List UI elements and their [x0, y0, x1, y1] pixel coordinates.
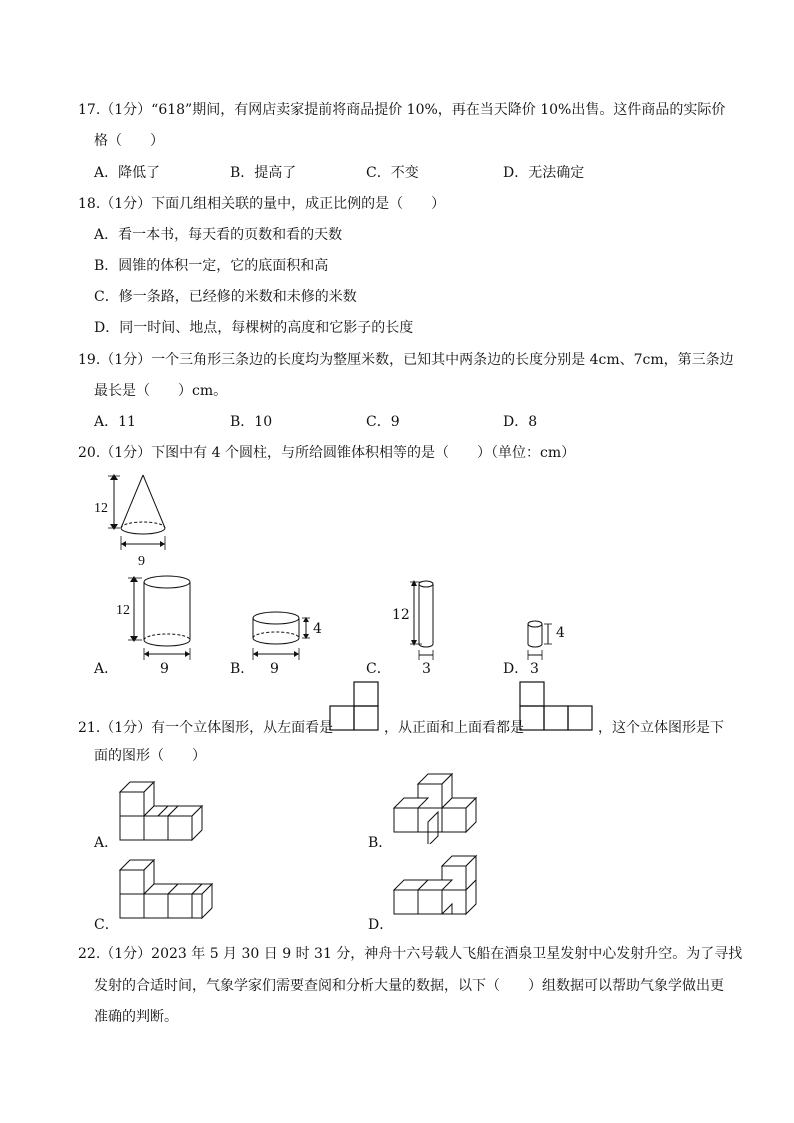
q20-stem: 20.（1分）下图中有 4 个圆柱，与所给圆锥体积相等的是（ ）（单位：cm） [78, 445, 576, 461]
q18-option-d: D．同一时间、地点，每棵树的高度和它影子的长度 [94, 320, 414, 336]
q21-option-a-figure [116, 778, 208, 850]
cylinder-c-height-label: 12 [392, 607, 410, 623]
q21-option-b-label: B． [368, 835, 393, 851]
q22-stem-line2: 发射的合适时间，气象学家们需要查阅和分析大量的数据，以下（ ）组数据可以帮助气象学做出更 [94, 978, 724, 994]
q17-option-d: D．无法确定 [503, 165, 585, 181]
q17-stem-line2: 格（ ） [94, 133, 164, 149]
cylinder-c-diameter-label: 3 [422, 661, 431, 677]
q19-option-c: C．9 [366, 414, 400, 430]
q21-left-view-figure [328, 680, 382, 732]
q21-option-b-figure [390, 772, 490, 844]
cylinder-b-option-label: B． [230, 661, 255, 677]
q21-stem-part1: 21.（1分）有一个立体图形，从左面看是 [78, 720, 334, 736]
q21-front-top-view-figure [518, 680, 596, 732]
q17-stem-line1: 17.（1分）“618”期间，有网店卖家提前将商品提价 10%，再在当天降价 10%出售。这件商品的实际价 [78, 102, 726, 118]
cylinder-d-height-label: 4 [556, 625, 565, 641]
cylinder-b-diameter-label: 9 [270, 661, 279, 677]
cylinder-c-option-label: C． [366, 661, 391, 677]
q17-option-c: C．不变 [366, 165, 419, 181]
cylinder-a-diameter-label: 9 [160, 661, 169, 677]
q21-option-a-label: A． [94, 835, 119, 851]
cone-diameter-label: 9 [138, 554, 145, 569]
cylinder-d-diameter-label: 3 [530, 661, 539, 677]
q21-option-d-figure [390, 852, 490, 932]
q18-stem: 18.（1分）下面几组相关联的量中，成正比例的是（ ） [78, 196, 446, 212]
q21-option-d-label: D． [368, 917, 394, 933]
cylinder-a-figure [110, 572, 200, 664]
cylinder-d-option-label: D． [503, 661, 529, 677]
cone-figure [88, 470, 188, 570]
q19-stem-line2: 最长是（ ）cm。 [94, 383, 228, 399]
cylinder-b-height-label: 4 [313, 621, 322, 637]
q17-option-b: B．提高了 [230, 165, 297, 181]
q18-option-c: C．修一条路，已经修的米数和未修的米数 [94, 289, 357, 305]
cone-height-label: 12 [94, 501, 108, 516]
q21-stem-part3: ，这个立体图形是下 [598, 720, 724, 736]
q19-option-d: D．8 [503, 414, 538, 430]
q19-stem-line1: 19.（1分）一个三角形三条边的长度均为整厘米数，已知其中两条边的长度分别是 4cm、7cm，第三条边 [78, 352, 734, 368]
q22-stem-line1: 22.（1分）2023 年 5 月 30 日 9 时 31 分，神舟十六号载人飞船在酒泉卫星发射中心发射升空。为了寻找 [78, 946, 743, 962]
q18-option-a: A．看一本书，每天看的页数和看的天数 [94, 227, 343, 243]
q19-option-b: B．10 [230, 414, 273, 430]
cylinder-c-figure [404, 576, 444, 664]
q18-option-b: B．圆锥的体积一定，它的底面积和高 [94, 258, 329, 274]
q21-stem-line2: 面的图形（ ） [94, 748, 206, 764]
q17-option-a: A．降低了 [94, 165, 161, 181]
q19-option-a: A．11 [94, 414, 136, 430]
q22-stem-line3: 准确的判断。 [94, 1009, 178, 1025]
cylinder-a-option-label: A． [94, 661, 119, 677]
cylinder-a-height-label: 12 [116, 603, 130, 618]
q21-option-c-figure [116, 856, 216, 932]
q21-stem-part2: ，从正面和上面看都是 [384, 720, 524, 736]
q21-option-c-label: C． [94, 917, 119, 933]
